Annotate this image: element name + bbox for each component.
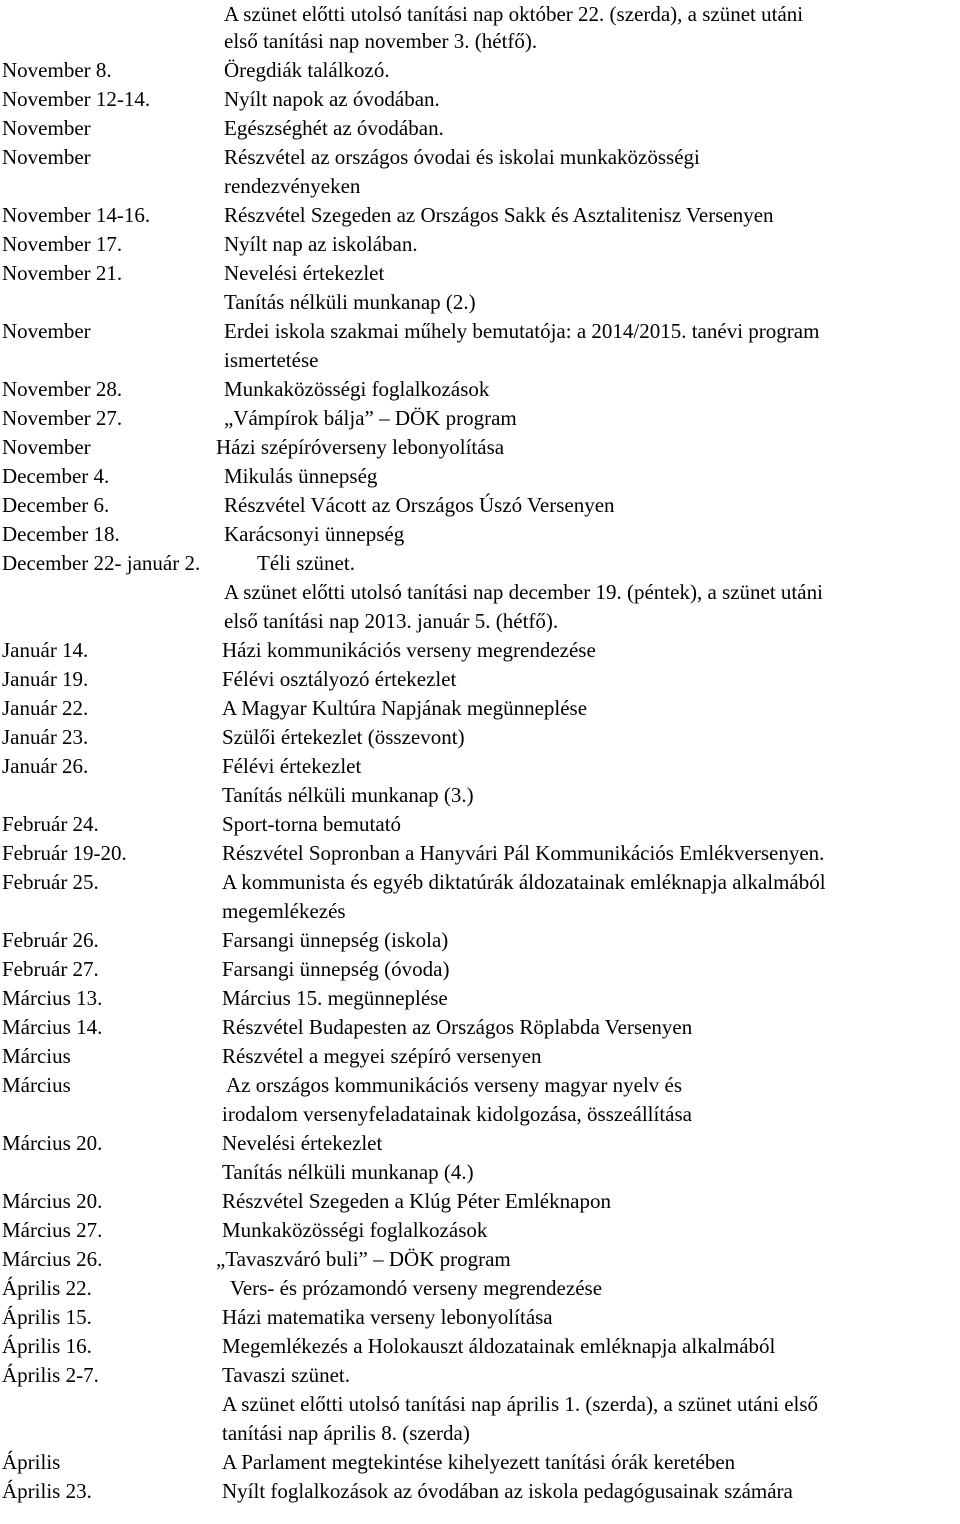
calendar-entry [0, 810, 960, 839]
calendar-entry [0, 1303, 960, 1332]
entry-date: November [2, 435, 91, 459]
entry-date: November [2, 319, 91, 343]
calendar-entry [0, 288, 960, 317]
entry-date: November 21. [2, 261, 123, 285]
calendar-entry [0, 665, 960, 694]
entry-description: Részvétel Sopronban a Hanyvári Pál Kommunikációs Emlékversenyen. [222, 841, 825, 865]
calendar-entry [0, 578, 960, 607]
entry-description: Tanítás nélküli munkanap (2.) [224, 290, 476, 314]
entry-description: Karácsonyi ünnepség [224, 522, 405, 546]
calendar-entry [0, 868, 960, 897]
entry-date: November 12-14. [2, 87, 151, 111]
entry-description: Tavaszi szünet. [222, 1363, 350, 1387]
entry-date: Február 26. [2, 928, 99, 952]
calendar-entry [0, 1013, 960, 1042]
entry-description: megemlékezés [222, 899, 346, 923]
entry-date: December 6. [2, 493, 110, 517]
calendar-entry [0, 114, 960, 143]
entry-description: Félévi osztályozó értekezlet [222, 667, 457, 691]
entry-date: Március [2, 1044, 71, 1068]
calendar-entry [0, 85, 960, 114]
calendar-entry [0, 897, 960, 926]
calendar-entry [0, 143, 960, 172]
entry-description: Házi matematika verseny lebonyolítása [222, 1305, 553, 1329]
entry-description: Részvétel a megyei szépíró versenyen [222, 1044, 542, 1068]
calendar-entry [0, 1245, 960, 1274]
entry-description: Mikulás ünnepség [224, 464, 378, 488]
entry-description: első tanítási nap november 3. (hétfő). [224, 29, 538, 53]
calendar-entry [0, 1477, 960, 1506]
entry-date: Március 13. [2, 986, 103, 1010]
calendar-entry [0, 1332, 960, 1361]
calendar-entry [0, 926, 960, 955]
entry-description: Erdei iskola szakmai műhely bemutatója: a 2014/2015. tanévi program [224, 319, 820, 343]
entry-date: November 17. [2, 232, 123, 256]
calendar-entry [0, 172, 960, 201]
entry-description: Házi szépíróverseny lebonyolítása [216, 435, 505, 459]
entry-date: November 8. [2, 58, 112, 82]
entry-date: Január 26. [2, 754, 89, 778]
entry-description: Munkaközösségi foglalkozások [222, 1218, 488, 1242]
entry-date: Március 27. [2, 1218, 103, 1242]
entry-date: Január 19. [2, 667, 89, 691]
entry-description: Nyílt nap az iskolában. [224, 232, 418, 256]
entry-date: November 28. [2, 377, 123, 401]
calendar-entry [0, 520, 960, 549]
entry-date: Március [2, 1073, 71, 1097]
entry-description: Farsangi ünnepség (iskola) [222, 928, 449, 952]
entry-description: rendezvényeken [224, 174, 361, 198]
entry-description: első tanítási nap 2013. január 5. (hétfő). [224, 609, 559, 633]
calendar-entry [0, 1448, 960, 1477]
entry-date: November [2, 116, 91, 140]
entry-description: Nevelési értekezlet [222, 1131, 383, 1155]
calendar-entry [0, 1274, 960, 1303]
entry-description: Megemlékezés a Holokauszt áldozatainak emléknapja alkalmából [222, 1334, 776, 1358]
entry-date: December 4. [2, 464, 110, 488]
calendar-entry [0, 1187, 960, 1216]
calendar-entry [0, 1419, 960, 1448]
entry-description: Március 15. megünneplése [222, 986, 448, 1010]
entry-date: November [2, 145, 91, 169]
calendar-entry [0, 317, 960, 346]
entry-description: A szünet előtti utolsó tanítási nap április 1. (szerda), a szünet utáni első [222, 1392, 819, 1416]
calendar-entry [0, 1100, 960, 1129]
calendar-entry [0, 404, 960, 433]
entry-description: Sport-torna bemutató [222, 812, 402, 836]
calendar-entry [0, 636, 960, 665]
calendar-entry [0, 27, 960, 56]
entry-description: ismertetése [224, 348, 319, 372]
entry-date: Február 27. [2, 957, 99, 981]
entry-date: Március 20. [2, 1189, 103, 1213]
entry-description: Tanítás nélküli munkanap (4.) [222, 1160, 474, 1184]
calendar-entry [0, 433, 960, 462]
calendar-entry [0, 694, 960, 723]
entry-date: Április 15. [2, 1305, 92, 1329]
entry-description: Öregdiák találkozó. [224, 58, 390, 82]
calendar-entry [0, 491, 960, 520]
calendar-entry [0, 230, 960, 259]
entry-date: Április [2, 1450, 61, 1474]
calendar-entry [0, 1216, 960, 1245]
entry-description: A szünet előtti utolsó tanítási nap október 22. (szerda), a szünet utáni [224, 2, 804, 26]
entry-date: Január 22. [2, 696, 89, 720]
entry-date: November 27. [2, 406, 123, 430]
entry-description: irodalom versenyfeladatainak kidolgozása, összeállítása [222, 1102, 692, 1126]
entry-description: Az országos kommunikációs verseny magyar nyelv és [226, 1073, 683, 1097]
entry-description: Szülői értekezlet (összevont) [222, 725, 465, 749]
entry-description: A kommunista és egyéb diktatúrák áldozatainak emléknapja alkalmából [222, 870, 826, 894]
calendar-entry [0, 201, 960, 230]
calendar-entry [0, 375, 960, 404]
entry-description: Részvétel az országos óvodai és iskolai munkaközösségi [224, 145, 700, 169]
entry-description: Részvétel Szegeden az Országos Sakk és Asztalitenisz Versenyen [224, 203, 774, 227]
calendar-entry [0, 462, 960, 491]
entry-description: A Parlament megtekintése kihelyezett tanítási órák keretében [222, 1450, 736, 1474]
entry-date: December 18. [2, 522, 120, 546]
calendar-entry [0, 839, 960, 868]
entry-description: Részvétel Budapesten az Országos Röplabda Versenyen [222, 1015, 693, 1039]
calendar-entry [0, 1129, 960, 1158]
entry-description: Tanítás nélküli munkanap (3.) [222, 783, 474, 807]
entry-description: A szünet előtti utolsó tanítási nap december 19. (péntek), a szünet utáni [224, 580, 823, 604]
entry-description: Részvétel Vácott az Országos Úszó Versenyen [224, 493, 615, 517]
calendar-entry [0, 955, 960, 984]
calendar-entry [0, 0, 960, 29]
entry-description: Félévi értekezlet [222, 754, 362, 778]
calendar-entry [0, 1042, 960, 1071]
calendar-entry [0, 752, 960, 781]
entry-description: „Tavaszváró buli” – DÖK program [216, 1247, 511, 1271]
entry-date: Április 2-7. [2, 1363, 99, 1387]
entry-date: Március 26. [2, 1247, 103, 1271]
calendar-entry [0, 607, 960, 636]
entry-date: Március 20. [2, 1131, 103, 1155]
entry-date: Április 23. [2, 1479, 92, 1503]
entry-date: Április 22. [2, 1276, 92, 1300]
entry-date: Február 24. [2, 812, 99, 836]
entry-date: Február 19-20. [2, 841, 127, 865]
calendar-entry [0, 1361, 960, 1390]
entry-description: Munkaközösségi foglalkozások [224, 377, 490, 401]
entry-description: Nyílt napok az óvodában. [224, 87, 440, 111]
calendar-entry [0, 984, 960, 1013]
entry-description: Nyílt foglalkozások az óvodában az iskola pedagógusainak számára [222, 1479, 793, 1503]
calendar-entry [0, 56, 960, 85]
entry-date: Február 25. [2, 870, 99, 894]
entry-description: Vers- és prózamondó verseny megrendezése [230, 1276, 603, 1300]
entry-date: Április 16. [2, 1334, 92, 1358]
calendar-entry [0, 1071, 960, 1100]
entry-date: Január 23. [2, 725, 89, 749]
entry-date: Január 14. [2, 638, 89, 662]
calendar-entry [0, 549, 960, 578]
entry-description: Farsangi ünnepség (óvoda) [222, 957, 450, 981]
entry-description: Nevelési értekezlet [224, 261, 385, 285]
entry-description: Házi kommunikációs verseny megrendezése [222, 638, 596, 662]
entry-date: November 14-16. [2, 203, 151, 227]
entry-description: tanítási nap április 8. (szerda) [222, 1421, 470, 1445]
calendar-entry [0, 259, 960, 288]
entry-description: A Magyar Kultúra Napjának megünneplése [222, 696, 588, 720]
calendar-entry [0, 723, 960, 752]
calendar-entry [0, 781, 960, 810]
entry-description: Téli szünet. [257, 551, 355, 575]
entry-description: „Vámpírok bálja” – DÖK program [224, 406, 517, 430]
calendar-entry [0, 346, 960, 375]
calendar-entry [0, 1158, 960, 1187]
calendar-entry [0, 1390, 960, 1419]
entry-description: Egészséghét az óvodában. [224, 116, 444, 140]
entry-description: Részvétel Szegeden a Klúg Péter Emléknapon [222, 1189, 611, 1213]
entry-date: December 22- január 2. [2, 551, 201, 575]
entry-date: Március 14. [2, 1015, 103, 1039]
